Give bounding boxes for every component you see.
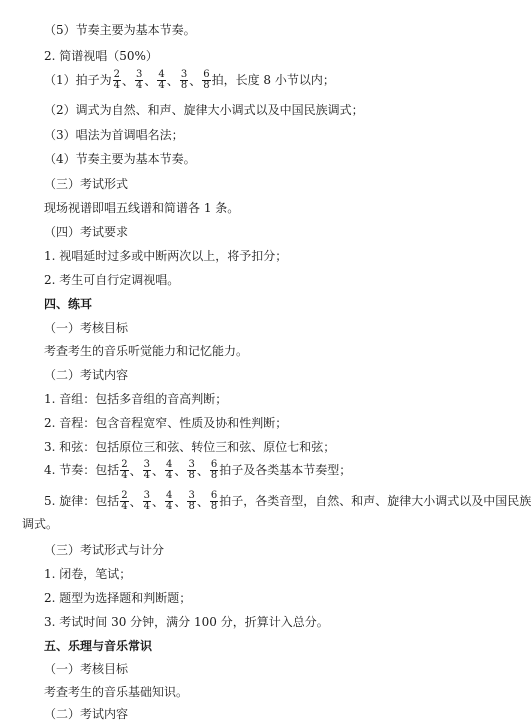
text-line: 3. 和弦：包括原位三和弦、转位三和弦、原位七和弦； <box>44 440 336 454</box>
time-signature-numerator: 2 <box>121 490 128 501</box>
section-heading: （二）考试内容 <box>44 707 129 721</box>
meter-separator: 、 <box>144 73 157 88</box>
text-line: 2. 简谱视唱（50%） <box>44 49 158 63</box>
time-signature <box>157 70 165 91</box>
time-signature-denominator: 8 <box>180 80 188 91</box>
meter-separator: 、 <box>129 494 142 509</box>
text-line: 考查考生的音乐基础知识。 <box>44 685 189 699</box>
time-signature-denominator: 4 <box>121 470 128 481</box>
text-segment: 5. 旋律：包括 <box>44 494 120 508</box>
time-signature-denominator: 4 <box>166 501 173 512</box>
time-signature-denominator: 4 <box>113 80 121 91</box>
meter-separator: 、 <box>129 463 142 478</box>
text-line: 考查考生的音乐听觉能力和记忆能力。 <box>44 344 249 358</box>
time-signature-numerator: 3 <box>143 459 151 470</box>
text-line: 1. 视唱延时过多或中断两次以上，将予扣分； <box>44 249 288 263</box>
text-segment: 拍子及各类基本节奏型； <box>219 463 352 477</box>
meter-separator: 、 <box>152 463 165 478</box>
text-line: （4）节奏主要为基本节奏。 <box>44 152 196 166</box>
text-line: （5）节奏主要为基本节奏。 <box>44 23 196 37</box>
time-signature-denominator: 4 <box>143 470 151 481</box>
time-signature-denominator: 8 <box>188 501 195 512</box>
section-heading: （三）考试形式与计分 <box>44 543 165 557</box>
time-signature-denominator: 4 <box>158 80 165 91</box>
time-signature-denominator: 4 <box>136 80 143 91</box>
time-signature-denominator: 4 <box>143 501 151 512</box>
time-signature-numerator: 6 <box>203 69 210 80</box>
time-signature <box>187 460 195 481</box>
chapter-heading: 五、乐理与音乐常识 <box>44 639 153 653</box>
text-segment: 4. 节奏：包括 <box>44 463 120 477</box>
meter-separator: 、 <box>196 494 209 509</box>
time-signature-numerator: 4 <box>158 69 165 80</box>
time-signature <box>120 460 128 481</box>
meter-separator: 、 <box>189 73 202 88</box>
meter-line <box>44 489 531 514</box>
meter-separator: 、 <box>122 73 135 88</box>
time-signature-numerator: 2 <box>113 69 121 80</box>
meter-separator: 、 <box>152 494 165 509</box>
text-line: （3）唱法为首调唱名法； <box>44 128 184 142</box>
text-line: 3. 考试时间 30 分钟，满分 100 分，折算计入总分。 <box>44 615 329 629</box>
time-signature <box>187 491 195 512</box>
time-signature-numerator: 6 <box>210 459 218 470</box>
text-line: 1. 闭卷，笔试； <box>44 567 132 581</box>
section-heading: （二）考试内容 <box>44 368 129 382</box>
section-heading: （一）考核目标 <box>44 321 129 335</box>
chapter-heading: 四、练耳 <box>44 297 93 311</box>
time-signature <box>120 491 128 512</box>
section-heading: （四）考试要求 <box>44 225 129 239</box>
meter-separator: 、 <box>196 463 209 478</box>
time-signature <box>165 491 173 512</box>
text-line: 2. 音程：包含音程宽窄、性质及协和性判断； <box>44 416 288 430</box>
time-signature <box>113 70 121 91</box>
time-signature-numerator: 3 <box>188 490 195 501</box>
text-segment: （1）拍子为 <box>44 73 112 87</box>
time-signature-denominator: 8 <box>203 80 210 91</box>
text-segment: 拍，长度 8 小节以内； <box>211 73 335 87</box>
time-signature-numerator: 4 <box>166 490 173 501</box>
time-signature-denominator: 8 <box>188 470 195 481</box>
time-signature-numerator: 3 <box>143 490 151 501</box>
meter-group <box>119 490 219 512</box>
meter-separator: 、 <box>166 73 179 88</box>
time-signature <box>143 491 151 512</box>
meter-separator: 、 <box>174 494 187 509</box>
time-signature-numerator: 3 <box>188 459 195 470</box>
time-signature-numerator: 6 <box>210 490 218 501</box>
time-signature <box>135 70 143 91</box>
time-signature-numerator: 2 <box>121 459 128 470</box>
meter-separator: 、 <box>174 463 187 478</box>
meter-group <box>112 69 212 91</box>
text-line: 调式。 <box>22 517 59 531</box>
time-signature-denominator: 4 <box>166 470 173 481</box>
section-heading: （三）考试形式 <box>44 177 129 191</box>
time-signature <box>210 491 218 512</box>
time-signature <box>143 460 151 481</box>
time-signature-denominator: 8 <box>210 470 218 481</box>
time-signature <box>180 70 188 91</box>
text-line: （2）调式为自然、和声、旋律大小调式以及中国民族调式； <box>44 103 364 117</box>
time-signature-numerator: 3 <box>136 69 143 80</box>
section-heading: （一）考核目标 <box>44 662 129 676</box>
meter-group <box>119 459 219 481</box>
meter-line <box>44 458 351 483</box>
text-segment: 拍子，各类音型，自然、和声、旋律大小调式以及中国民族 <box>219 494 531 508</box>
time-signature-numerator: 4 <box>166 459 173 470</box>
text-line: 1. 音组：包括多音组的音高判断； <box>44 392 228 406</box>
meter-line <box>44 68 335 93</box>
time-signature-numerator: 3 <box>180 69 188 80</box>
text-line: 2. 考生可自行定调视唱。 <box>44 273 180 287</box>
time-signature <box>210 460 218 481</box>
text-line: 现场视谱即唱五线谱和简谱各 1 条。 <box>44 201 240 215</box>
time-signature <box>165 460 173 481</box>
time-signature <box>202 70 210 91</box>
time-signature-denominator: 8 <box>210 501 218 512</box>
text-line: 2. 题型为选择题和判断题； <box>44 591 192 605</box>
time-signature-denominator: 4 <box>121 501 128 512</box>
